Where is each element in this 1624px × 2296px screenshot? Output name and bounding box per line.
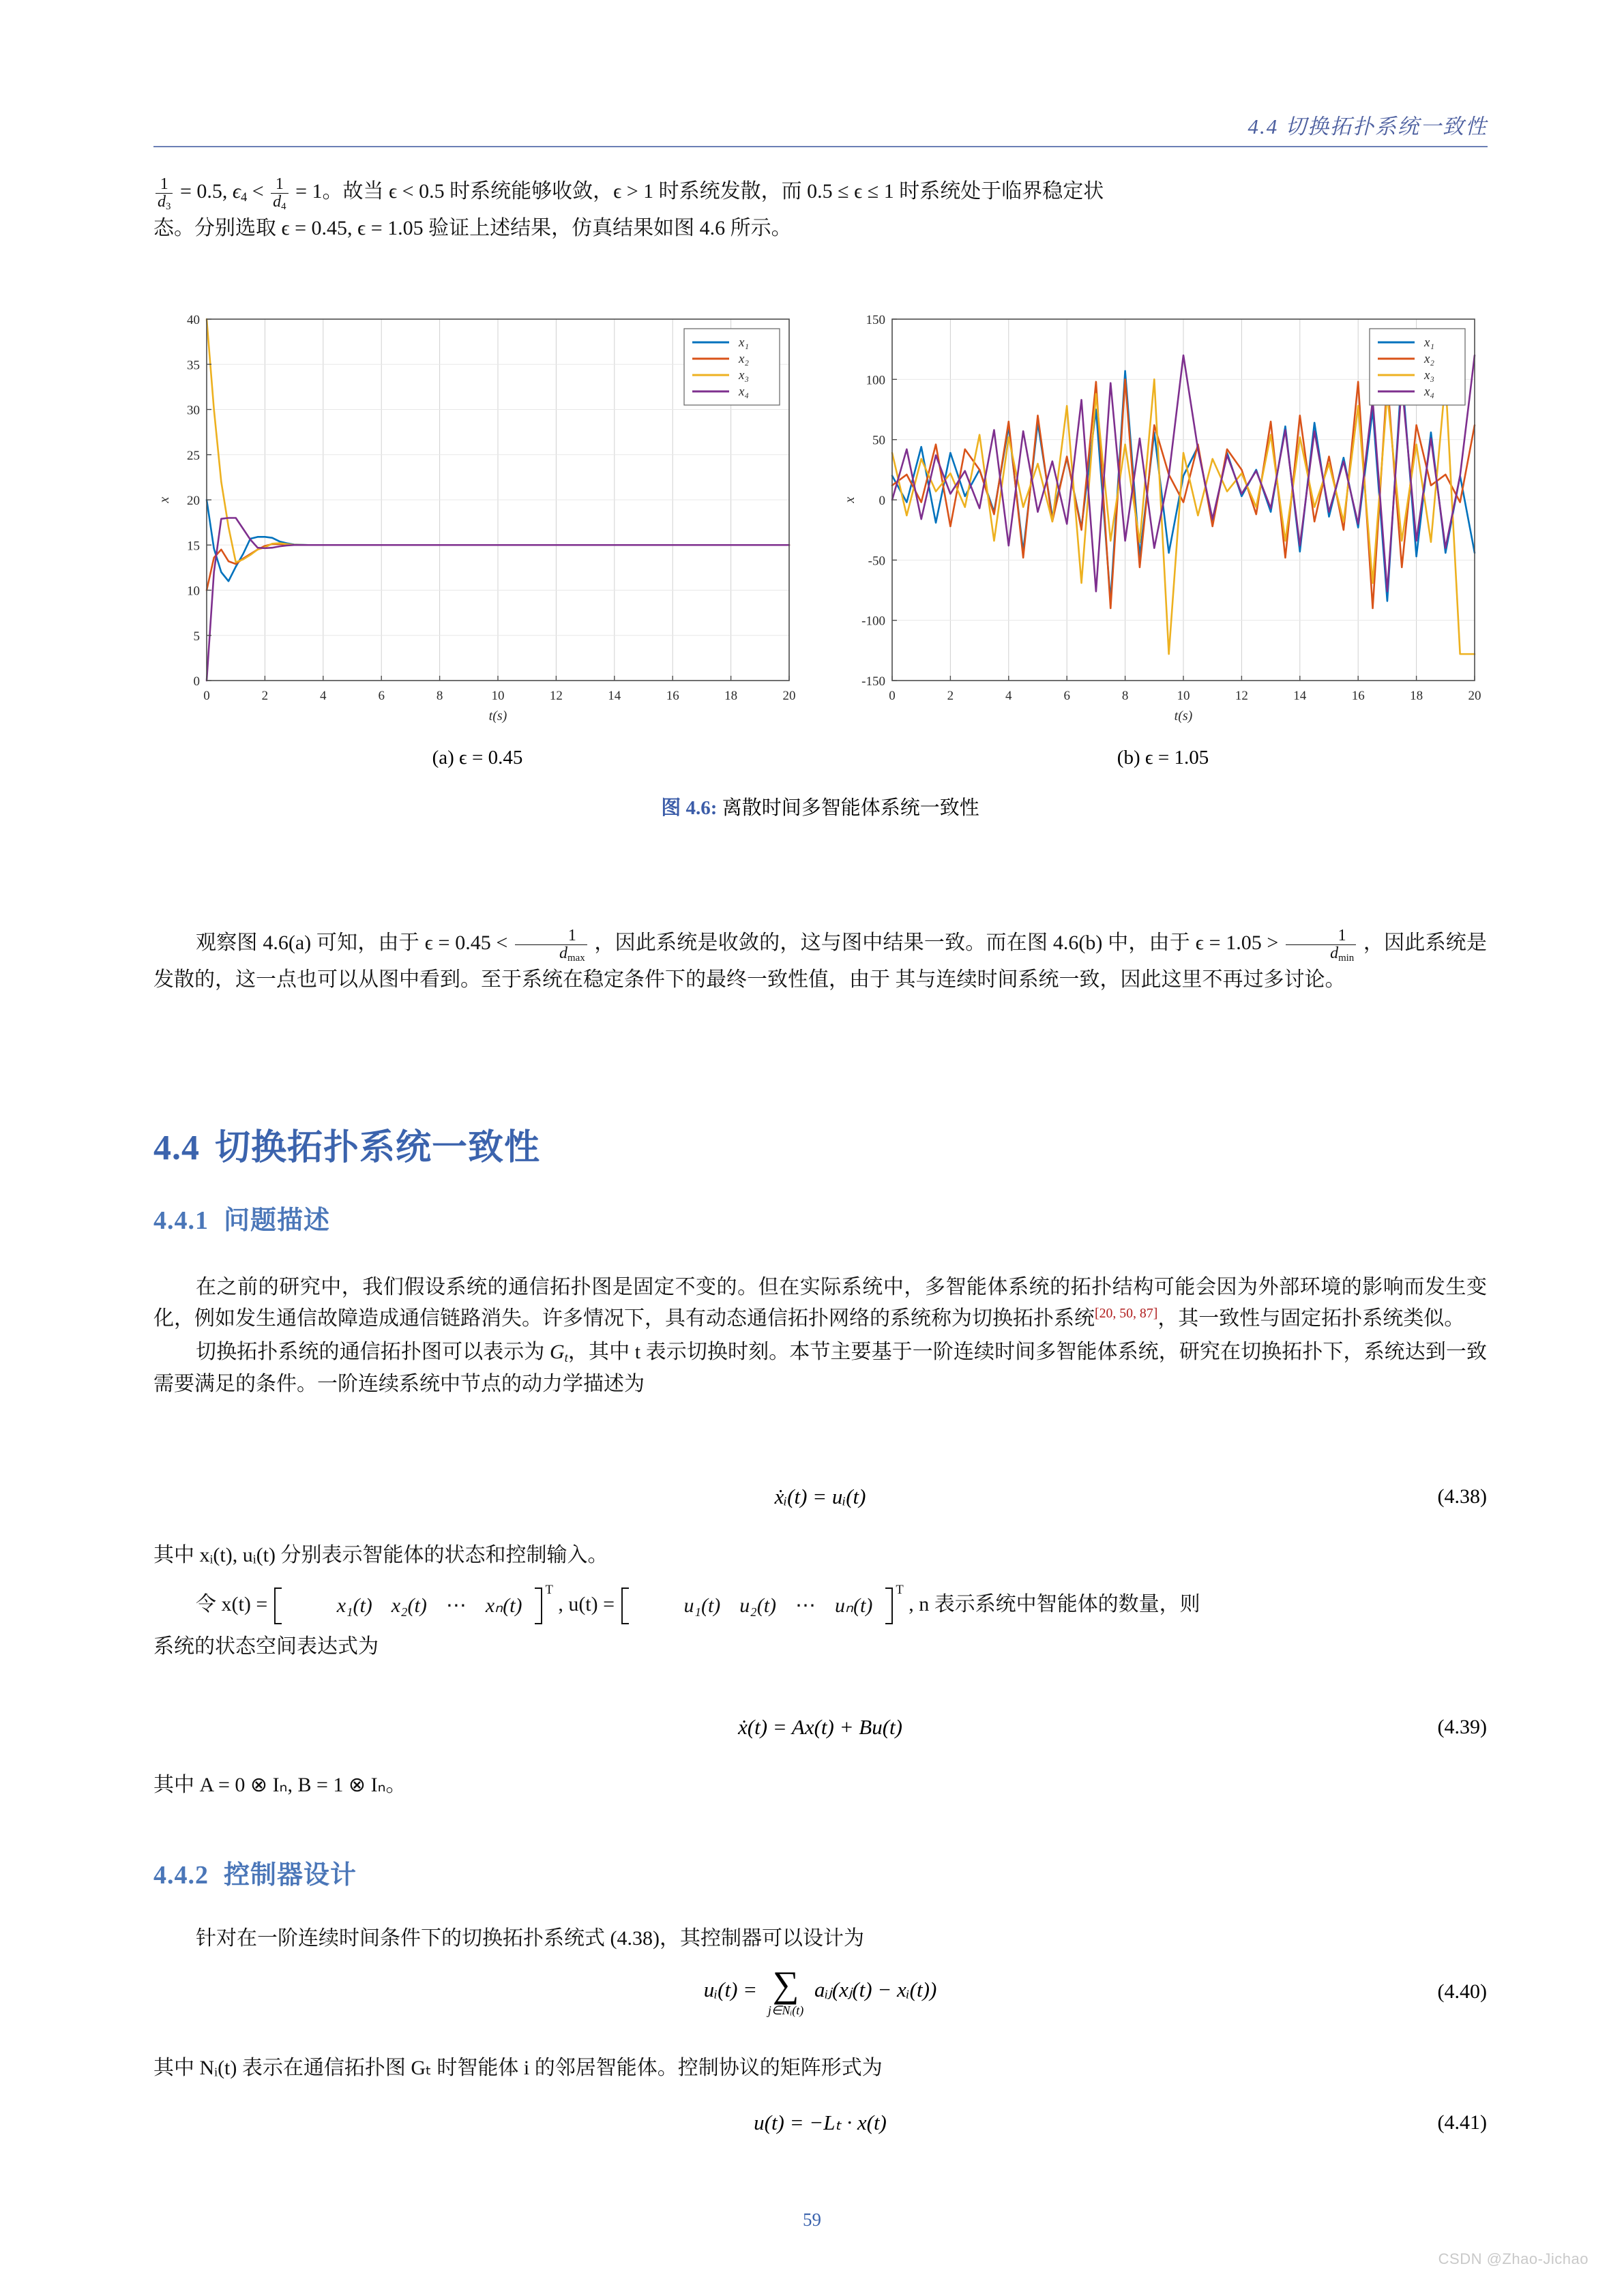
post-figure-paragraph xyxy=(153,927,1487,996)
state-space-lead-text: 系统的状态空间表达式为 xyxy=(153,1635,379,1658)
equation-439-row xyxy=(153,1715,1487,1740)
matrix-u-cell-2: ⋯ xyxy=(795,1594,816,1617)
section-442-heading-block xyxy=(153,1862,1487,1890)
svg-text:x: x xyxy=(842,496,857,503)
svg-text:10: 10 xyxy=(491,689,505,703)
figure-4-6 xyxy=(153,308,1487,820)
svg-text:4: 4 xyxy=(320,689,327,703)
equation-441 xyxy=(153,2111,1487,2135)
subsection-title-4-4-1: 问题描述 xyxy=(224,1206,331,1235)
post-figure-block xyxy=(153,927,1487,996)
svg-text:20: 20 xyxy=(1468,689,1481,703)
intro-line-a-post: = 1。故当 ϵ < 0.5 时系统能够收敛，ϵ > 1 时系统发散，而 0.5 ≤ ϵ ≤ 1 时系统处于临界稳定状 xyxy=(295,180,1104,203)
subsection-number-4-4-2: 4.4.2 xyxy=(153,1861,209,1890)
paragraph-441-2 xyxy=(153,1337,1487,1399)
post-fig-text-1: 观察图 4.6(a) 可知，由于 ϵ = 0.45 < xyxy=(196,931,508,954)
svg-text:20: 20 xyxy=(782,689,796,703)
sigma-icon: ∑ xyxy=(772,1964,799,2005)
matrix-u-cell-1: u₂(t) xyxy=(739,1594,777,1617)
fraction-1-d4: $\frac{1}{d_4}$ xyxy=(271,176,288,213)
svg-text:150: 150 xyxy=(866,313,885,327)
svg-text:14: 14 xyxy=(1293,689,1307,703)
citation-ref: [20, 50, 87] xyxy=(1095,1305,1158,1321)
page-header xyxy=(153,116,1488,157)
matrix-x-cell-1: x₂(t) xyxy=(391,1594,427,1617)
equation-440-rhs: aᵢⱼ(xⱼ(t) − xᵢ(t)) xyxy=(814,1977,937,2001)
svg-text:-150: -150 xyxy=(861,674,885,689)
svg-text:5: 5 xyxy=(193,629,200,644)
equation-439-number: (4.39) xyxy=(1437,1716,1487,1738)
section-number-4-4: 4.4 xyxy=(153,1129,200,1167)
matrix-u-cell-0: u₁(t) xyxy=(683,1594,721,1617)
post-fig-text-3: ϵ = 1.05 > xyxy=(1195,931,1279,954)
equation-441-expression: u(t) = −Lₜ · x(t) xyxy=(754,2111,887,2134)
svg-text:18: 18 xyxy=(724,689,738,703)
subsection-heading-4-4-1 xyxy=(153,1207,1487,1236)
svg-text:x₁: x₁ xyxy=(739,336,750,350)
let-suffix-text: , n 表示系统中智能体的数量，则 xyxy=(909,1593,1200,1616)
matrix-x-cell-0: x₁(t) xyxy=(336,1594,372,1617)
svg-text:12: 12 xyxy=(549,689,563,703)
svg-text:x₃: x₃ xyxy=(739,368,750,383)
after-438-block xyxy=(153,1540,1487,1571)
equation-440 xyxy=(153,1964,1487,2017)
equation-439-expression: ẋ(t) = Ax(t) + Bu(t) xyxy=(738,1715,902,1739)
section-441-body xyxy=(153,1272,1487,1399)
svg-text:10: 10 xyxy=(187,584,200,599)
intro-block xyxy=(153,176,1487,244)
after-438-text: 其中 xᵢ(t), uᵢ(t) 分别表示智能体的状态和控制输入。 xyxy=(153,1544,608,1566)
equation-440-row xyxy=(153,1964,1487,2017)
svg-text:30: 30 xyxy=(187,403,200,418)
svg-text:15: 15 xyxy=(187,539,200,554)
subsection-title-4-4-2: 控制器设计 xyxy=(224,1861,357,1890)
svg-text:4: 4 xyxy=(1005,689,1012,703)
subsection-heading-4-4-2 xyxy=(153,1862,1487,1890)
figure-caption-label: 图 4.6: xyxy=(661,797,718,819)
svg-text:6: 6 xyxy=(1063,689,1070,703)
subcaption-a: (a) ϵ = 0.45 xyxy=(432,747,523,769)
section-441-heading-block xyxy=(153,1207,1487,1236)
matrix-definition-line xyxy=(153,1581,1487,1624)
graph-symbol-subscript-t: t xyxy=(564,1351,568,1366)
summation-operator xyxy=(767,1964,804,2017)
svg-text:0: 0 xyxy=(889,689,896,703)
svg-text:2: 2 xyxy=(261,689,269,703)
equation-440-lhs: uᵢ(t) = xyxy=(703,1977,758,2001)
matrix-u xyxy=(621,1587,894,1624)
matrix-x xyxy=(274,1587,543,1624)
subsection-number-4-4-1: 4.4.1 xyxy=(153,1206,209,1235)
intro-line-a-mid: < xyxy=(252,180,264,203)
matrix-x-cell-3: xₙ(t) xyxy=(485,1594,522,1617)
paragraph-441-1-text-b: ，其一致性与固定拓扑系统类似。 xyxy=(1157,1307,1465,1330)
svg-text:x₂: x₂ xyxy=(1424,352,1435,366)
equation-438 xyxy=(153,1485,1487,1509)
svg-text:x₄: x₄ xyxy=(1424,385,1435,399)
matrix-u-transpose: T xyxy=(896,1583,904,1597)
svg-text:35: 35 xyxy=(187,358,200,373)
svg-text:8: 8 xyxy=(436,689,443,703)
svg-text:x₂: x₂ xyxy=(739,352,750,366)
equation-438-number: (4.38) xyxy=(1437,1485,1487,1508)
figure-subcaptions xyxy=(153,747,1487,769)
svg-text:x: x xyxy=(157,496,172,503)
header-divider xyxy=(153,146,1488,147)
after-439-block xyxy=(153,1770,1487,1801)
svg-text:x₄: x₄ xyxy=(739,385,750,399)
epsilon-4-symbol: ϵ xyxy=(232,180,241,203)
svg-text:12: 12 xyxy=(1235,689,1248,703)
graph-symbol-G: G xyxy=(550,1341,565,1364)
after-439-text: 其中 A = 0 ⊗ Iₙ, B = 1 ⊗ Iₙ。 xyxy=(153,1774,407,1796)
svg-text:25: 25 xyxy=(187,448,200,463)
section-heading-4-4 xyxy=(153,1129,1487,1167)
intro-paragraph: $\frac{1}{d_3}$ = 0.5, $\epsilon_4$ < $\frac{1}{d_4}$ = 1。故当 ϵ < 0.5 时系统能够收敛，ϵ > 1 时系统发散，而 0.5 ≤ ϵ ≤ 1 时系统处于临界稳定状 xyxy=(153,176,1487,213)
svg-text:40: 40 xyxy=(187,313,200,327)
equation-438-expression: ẋᵢ(t) = uᵢ(t) xyxy=(774,1485,866,1508)
subcaption-b: (b) ϵ = 1.05 xyxy=(1117,747,1209,769)
fraction-1-dmin: $\frac{1}{d_{min}}$ xyxy=(1286,927,1356,964)
fraction-1-d3: $\frac{1}{d_3}$ xyxy=(156,176,173,213)
chart-b-svg xyxy=(839,308,1487,731)
intro-line-a-pre: = 0.5, xyxy=(179,180,228,203)
header-title: 4.4 切换拓扑系统一致性 xyxy=(1247,115,1488,138)
post-fig-text-5: 其与连续时间系统一致，因此这里不再过多讨论。 xyxy=(895,968,1346,991)
paragraph-441-1-text-a: 在之前的研究中，我们假设系统的通信拓扑图是固定不变的。但在实际系统中，多智能体系统的拓扑结构可能会因为外部环境的影响而发生变化，例如发生通信故障造成通信链路消失。许多情况下，具有动态通信拓扑网络的系统称为切换拓扑系统 xyxy=(153,1276,1487,1330)
summation-limit: j∈Nᵢ(t) xyxy=(767,2003,804,2017)
equation-441-number: (4.41) xyxy=(1437,2111,1487,2134)
svg-text:0: 0 xyxy=(203,689,210,703)
svg-text:-100: -100 xyxy=(861,614,885,629)
chart-a-container xyxy=(153,308,801,734)
equation-440-number: (4.40) xyxy=(1437,1980,1487,2003)
svg-text:0: 0 xyxy=(879,494,885,508)
svg-text:x₃: x₃ xyxy=(1424,368,1435,383)
svg-text:8: 8 xyxy=(1121,689,1129,703)
svg-text:14: 14 xyxy=(608,689,621,703)
let-mid-text: , u(t) = xyxy=(558,1593,615,1616)
paragraph-442-1: 针对在一阶连续时间条件下的切换拓扑系统式 (4.38)，其控制器可以设计为 xyxy=(196,1927,864,1950)
paragraph-441-2-text-a: 切换拓扑系统的通信拓扑图可以表示为 xyxy=(196,1341,550,1364)
post-fig-text-4: ，因此系统是发散的，这一点也可以从图中看到。至于系统在稳定条件下的最终一致性值，由于 xyxy=(153,931,1488,991)
matrix-definition-block xyxy=(153,1581,1487,1663)
svg-text:t(s): t(s) xyxy=(1174,709,1193,724)
matrix-x-transpose: T xyxy=(545,1583,553,1597)
section-44-heading-block xyxy=(153,1129,1487,1167)
figure-caption-text: 离散时间多智能体系统一致性 xyxy=(722,797,979,819)
figure-caption xyxy=(153,792,1487,820)
svg-text:x₁: x₁ xyxy=(1424,336,1435,350)
svg-text:-50: -50 xyxy=(868,554,885,569)
watermark: CSDN @Zhao-Jichao xyxy=(1438,2250,1589,2267)
after-440-text: 其中 Nᵢ(t) 表示在通信拓扑图 Gₜ 时智能体 i 的邻居智能体。控制协议的矩阵形式为 xyxy=(153,2057,883,2079)
post-fig-text-2: ，因此系统是收敛的，这与图中结果一致。而在图 4.6(b) 中，由于 xyxy=(594,931,1190,954)
paragraph-441-1 xyxy=(153,1272,1487,1334)
svg-text:18: 18 xyxy=(1410,689,1423,703)
svg-text:50: 50 xyxy=(872,433,885,448)
svg-text:16: 16 xyxy=(1351,689,1365,703)
chart-a-svg xyxy=(153,308,801,731)
equation-441-row xyxy=(153,2111,1487,2135)
matrix-x-cell-2: ⋯ xyxy=(445,1594,467,1617)
svg-text:6: 6 xyxy=(378,689,385,703)
let-prefix-text: 令 x(t) = xyxy=(196,1593,268,1616)
section-442-body xyxy=(153,1923,1487,1954)
svg-text:20: 20 xyxy=(187,494,200,508)
svg-text:t(s): t(s) xyxy=(488,709,507,724)
svg-text:16: 16 xyxy=(666,689,679,703)
equation-438-row xyxy=(153,1485,1487,1509)
svg-text:100: 100 xyxy=(866,373,885,388)
matrix-u-cell-3: uₙ(t) xyxy=(835,1594,873,1617)
equation-439 xyxy=(153,1715,1487,1740)
svg-text:10: 10 xyxy=(1177,689,1190,703)
section-title-4-4: 切换拓扑系统一致性 xyxy=(215,1129,541,1167)
fraction-1-dmax: $\frac{1}{d_{max}}$ xyxy=(515,927,587,964)
intro-paragraph-line2: 态。分别选取 ϵ = 0.45, ϵ = 1.05 验证上述结果，仿真结果如图 4.6 所示。 xyxy=(153,216,792,239)
after-440-block xyxy=(153,2053,1487,2084)
svg-text:2: 2 xyxy=(947,689,954,703)
svg-text:0: 0 xyxy=(193,674,200,689)
page-number: 59 xyxy=(803,2209,821,2230)
chart-b-container xyxy=(839,308,1487,734)
paragraph-441-2-text-b: ，其中 t 表示切换时刻。本节主要基于一阶连续时间多智能体系统，研究在切换拓扑下，系统达到一致需要满足的条件。一阶连续系统中节点的动力学描述为 xyxy=(153,1341,1487,1395)
